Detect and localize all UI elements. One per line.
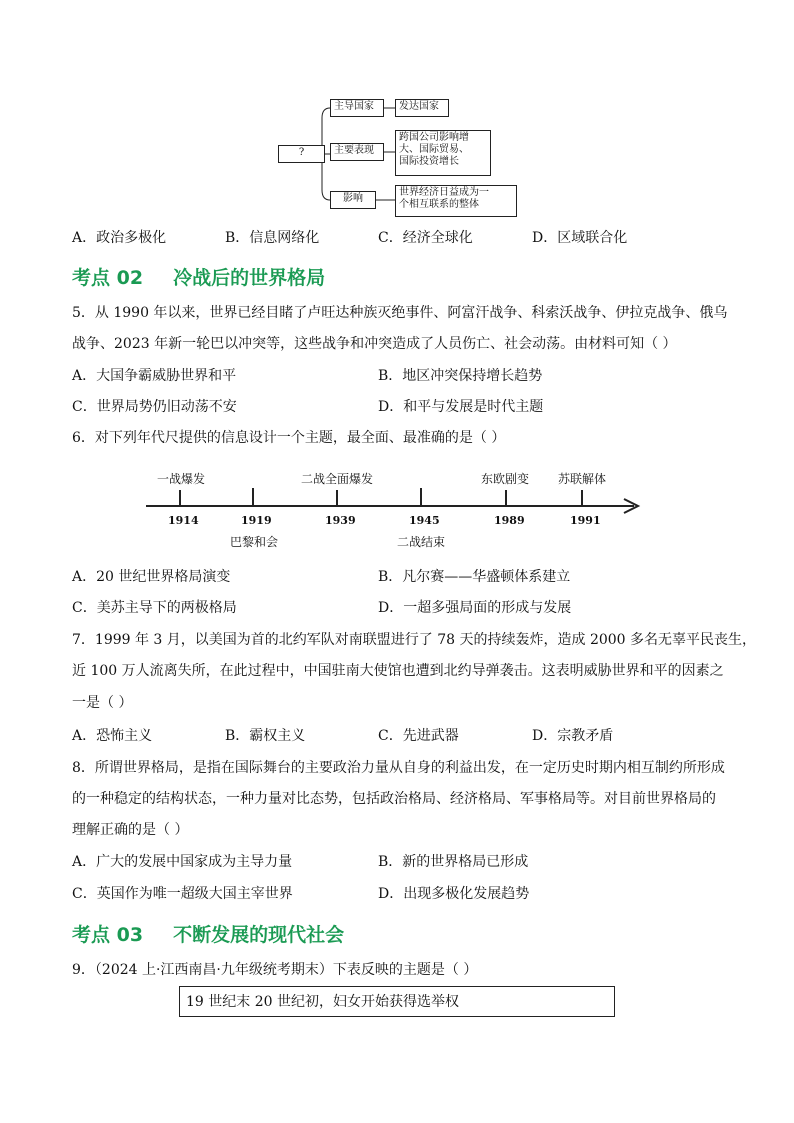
- diagram-value-impact: [395, 185, 517, 217]
- section-heading-02: [72, 263, 325, 290]
- q6-stem: 6．对下列年代尺提供的信息设计一个主题，最全面、最准确的是（ ）: [72, 430, 506, 446]
- timeline-event-paris-conference: 巴黎和会: [230, 535, 279, 549]
- timeline-year: 1945: [409, 514, 440, 527]
- q5-line-1: 5．从 1990 年以来，世界已经目睹了卢旺达种族灭绝事件、阿富汗战争、科索沃战争、伊拉克战争、俄乌: [72, 305, 728, 321]
- q7-line-3: 一是（ ）: [72, 695, 133, 711]
- q8-option-a: A．广大的发展中国家成为主导力量: [72, 854, 293, 870]
- diagram-value-developed-countries: 发达国家: [395, 99, 449, 117]
- q9-table-text: 19 世纪末 20 世纪初，妇女开始获得选举权: [186, 994, 459, 1010]
- q9-stem: 9．（2024 上·江西南昌·九年级统考期末）下表反映的主题是（ ）: [72, 962, 478, 978]
- q4-option-b: B．信息网络化: [225, 230, 320, 246]
- q5-option-d: D．和平与发展是时代主题: [378, 399, 544, 415]
- timeline-axis: [0, 460, 794, 540]
- diagram-label-leading-countries: 主导国家: [330, 99, 384, 117]
- section-code: 考点 02: [72, 267, 144, 289]
- section-heading-03: [72, 920, 344, 947]
- q7-option-d: D．宗教矛盾: [532, 728, 614, 744]
- q7-line-1: 7．1999 年 3 月，以美国为首的北约军队对南联盟进行了 78 天的持续轰炸，造成 2000 多名无辜平民丧生，: [72, 632, 757, 648]
- diagram-text-line: 国际投资增长: [399, 156, 459, 167]
- diagram-value-manifestations: [395, 130, 491, 176]
- q7-line-2: 近 100 万人流离失所，在此过程中，中国驻南大使馆也遭到北约导弹袭击。这表明威胁世界和平的因素之: [72, 663, 724, 679]
- q8-option-d: D．出现多极化发展趋势: [378, 886, 530, 902]
- q7-option-c: C．先进武器: [378, 728, 459, 744]
- q5-option-a: A．大国争霸威胁世界和平: [72, 368, 237, 384]
- timeline-year: 1989: [494, 514, 525, 527]
- q9-table-box: [179, 986, 615, 1017]
- q4-option-a: A．政治多极化: [72, 230, 167, 246]
- q7-option-a: A．恐怖主义: [72, 728, 153, 744]
- timeline-year: 1991: [570, 514, 601, 527]
- diagram-text-line: 世界经济日益成为一: [399, 187, 489, 198]
- q6-option-c: C．美苏主导下的两极格局: [72, 600, 237, 616]
- diagram-text-line: 跨国公司影响增: [399, 132, 469, 143]
- section-code: 考点 03: [72, 924, 144, 946]
- q6-option-a: A．20 世纪世界格局演变: [72, 569, 231, 585]
- timeline-year: 1914: [168, 514, 199, 527]
- timeline-event-ussr: 苏联解体: [558, 472, 607, 486]
- timeline-year: 1919: [241, 514, 272, 527]
- q4-option-d: D．区域联合化: [532, 230, 628, 246]
- q8-line-3: 理解正确的是（ ）: [72, 822, 189, 838]
- diagram-text-line: 大、国际贸易、: [399, 144, 469, 155]
- q8-line-1: 8．所谓世界格局，是指在国际舞台的主要政治力量从自身的利益出发，在一定历史时期内相互制约所形成: [72, 760, 725, 776]
- section-title: 冷战后的世界格局: [173, 267, 326, 289]
- diagram-label-impact: 影响: [330, 191, 376, 209]
- timeline-event-ww2: 二战全面爆发: [301, 472, 374, 486]
- q5-option-c: C．世界局势仍旧动荡不安: [72, 399, 237, 415]
- q5-line-2: 战争、2023 年新一轮巴以冲突等，这些战争和冲突造成了人员伤亡、社会动荡。由材料可知（ ）: [72, 336, 677, 352]
- diagram-label-main-manifestations: 主要表现: [330, 143, 384, 161]
- diagram-center-box: ?: [278, 145, 325, 163]
- q5-option-b: B．地区冲突保持增长趋势: [378, 368, 543, 384]
- timeline-event-eastern-europe: 东欧剧变: [481, 472, 530, 486]
- q7-option-b: B．霸权主义: [225, 728, 306, 744]
- q6-option-b: B．凡尔赛——华盛顿体系建立: [378, 569, 571, 585]
- q6-option-d: D．一超多强局面的形成与发展: [378, 600, 572, 616]
- timeline-event-ww1: 一战爆发: [157, 472, 206, 486]
- timeline-year: 1939: [325, 514, 356, 527]
- timeline-event-ww2-end: 二战结束: [397, 535, 446, 549]
- section-title: 不断发展的现代社会: [173, 924, 345, 946]
- q8-option-c: C．英国作为唯一超级大国主宰世界: [72, 886, 293, 902]
- q8-line-2: 的一种稳定的结构状态，一种力量对比态势，包括政治格局、经济格局、军事格局等。对目前世界格局的: [72, 791, 716, 807]
- q4-option-c: C．经济全球化: [378, 230, 473, 246]
- q8-option-b: B．新的世界格局已形成: [378, 854, 529, 870]
- diagram-text-line: 个相互联系的整体: [399, 199, 479, 210]
